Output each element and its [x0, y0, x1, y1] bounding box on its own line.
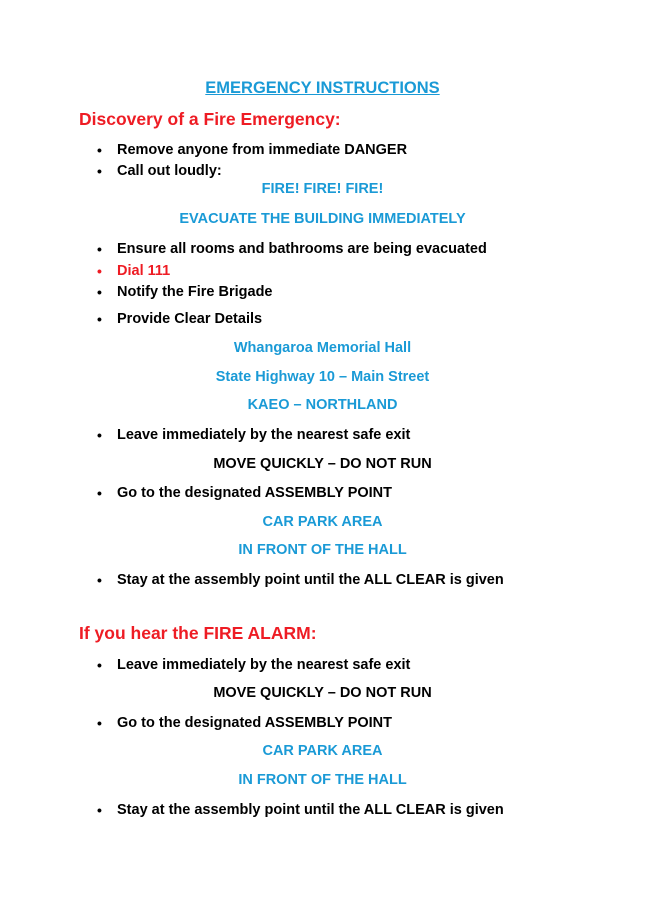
bullet-dot: •	[97, 142, 102, 158]
assembly-front-hall: IN FRONT OF THE HALL	[238, 542, 407, 558]
bullet-text: Call out loudly:	[117, 163, 222, 179]
address-line-town: KAEO – NORTHLAND	[247, 397, 398, 413]
bullet-text: Leave immediately by the nearest safe exit	[117, 657, 411, 673]
address-line-street: State Highway 10 – Main Street	[215, 369, 430, 385]
bullet-dot: •	[97, 163, 102, 179]
bullet-text: Notify the Fire Brigade	[117, 284, 273, 300]
assembly-car-park: CAR PARK AREA	[262, 743, 383, 759]
bullet-text: Ensure all rooms and bathrooms are being evacuated	[117, 241, 487, 257]
shout-fire: FIRE! FIRE! FIRE!	[261, 181, 384, 197]
section-heading-fire-alarm: If you hear the FIRE ALARM:	[79, 623, 317, 643]
address-line-hall: Whangaroa Memorial Hall	[233, 340, 412, 356]
bullet-text: Stay at the assembly point until the ALL CLEAR is given	[117, 572, 504, 588]
assembly-front-hall: IN FRONT OF THE HALL	[238, 772, 407, 788]
page-title: EMERGENCY INSTRUCTIONS	[205, 79, 440, 97]
bullet-text: Dial 111	[117, 263, 171, 279]
section-heading-discovery: Discovery of a Fire Emergency:	[79, 109, 341, 129]
bullet-dot: •	[97, 263, 102, 279]
bullet-dot: •	[97, 311, 102, 327]
bullet-text: Leave immediately by the nearest safe exit	[117, 427, 411, 443]
move-quickly-notice: MOVE QUICKLY – DO NOT RUN	[213, 456, 432, 472]
bullet-dot: •	[97, 715, 102, 731]
bullet-text: Go to the designated ASSEMBLY POINT	[117, 485, 392, 501]
bullet-dot: •	[97, 572, 102, 588]
bullet-dot: •	[97, 241, 102, 257]
bullet-dot: •	[97, 427, 102, 443]
bullet-dot: •	[97, 485, 102, 501]
move-quickly-notice: MOVE QUICKLY – DO NOT RUN	[213, 685, 432, 701]
bullet-dot: •	[97, 802, 102, 818]
shout-evacuate: EVACUATE THE BUILDING IMMEDIATELY	[179, 211, 466, 227]
bullet-text: Remove anyone from immediate DANGER	[117, 142, 408, 158]
bullet-dot: •	[97, 284, 102, 300]
bullet-text: Stay at the assembly point until the ALL CLEAR is given	[117, 802, 504, 818]
bullet-text: Provide Clear Details	[117, 311, 263, 327]
assembly-car-park: CAR PARK AREA	[262, 514, 383, 530]
bullet-dot: •	[97, 657, 102, 673]
bullet-text: Go to the designated ASSEMBLY POINT	[117, 715, 392, 731]
